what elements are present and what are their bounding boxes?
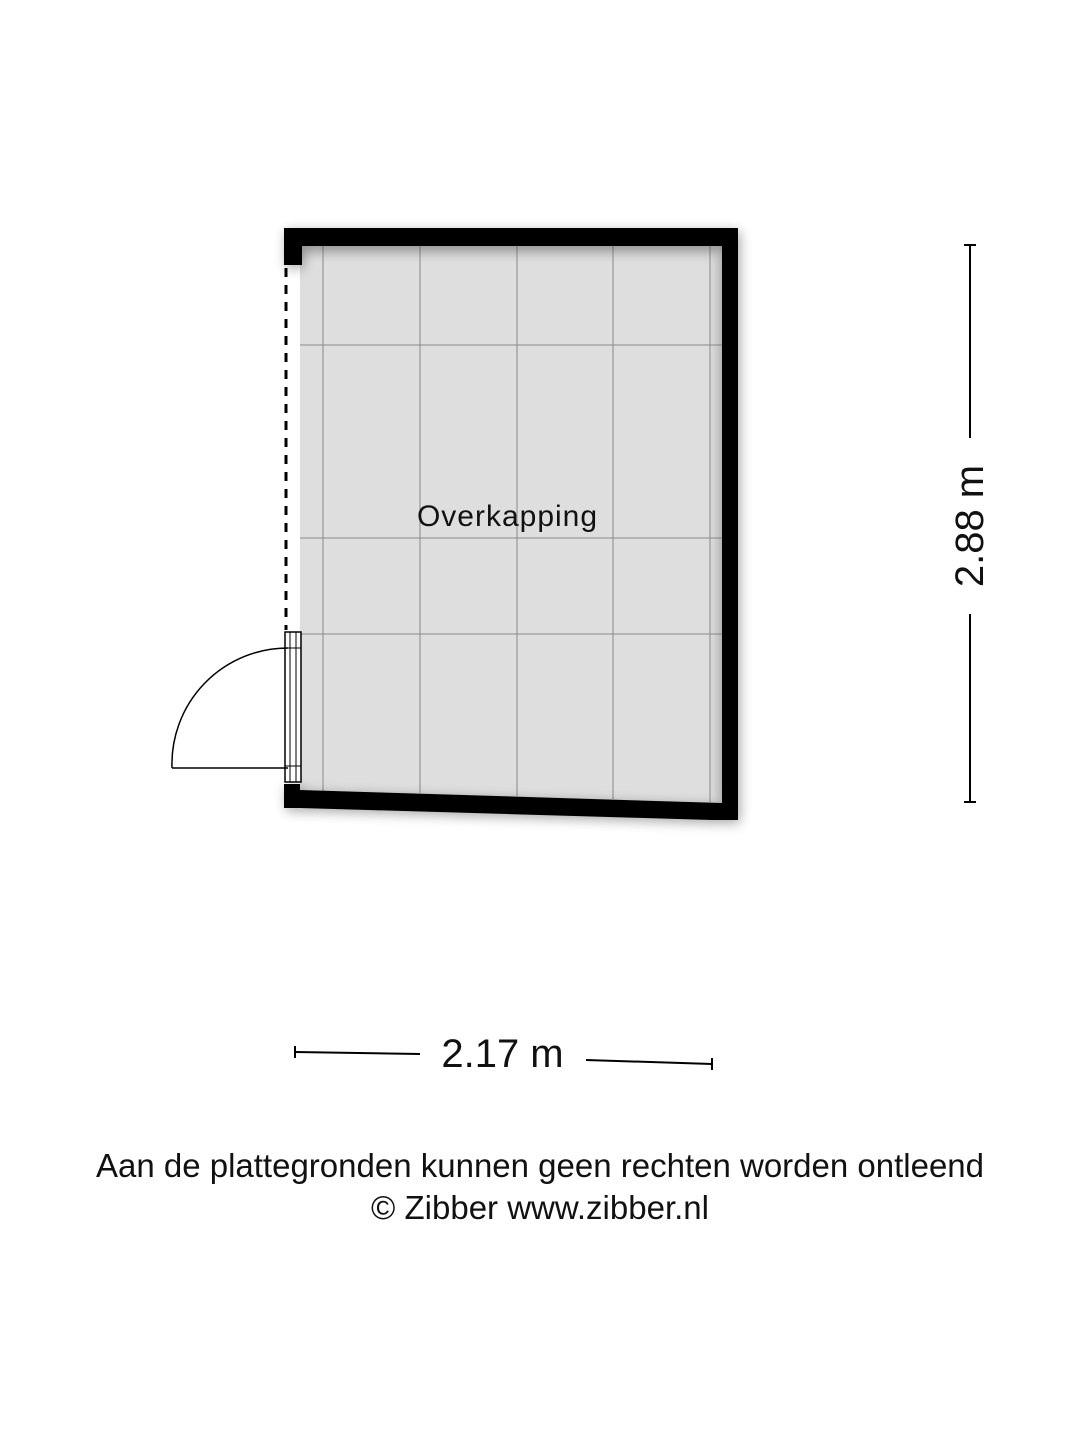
- room-label: Overkapping: [416, 500, 599, 533]
- dimension-label-vertical: 2.88 m: [947, 464, 992, 588]
- door-swing-arc: [172, 648, 288, 768]
- disclaimer-text: Aan de plattegronden kunnen geen rechten worden ontleend: [95, 1147, 985, 1184]
- copyright-text: © Zibber www.zibber.nl: [371, 1189, 709, 1226]
- dimension-label-horizontal: 2.17 m: [441, 1032, 564, 1076]
- door: [172, 632, 301, 782]
